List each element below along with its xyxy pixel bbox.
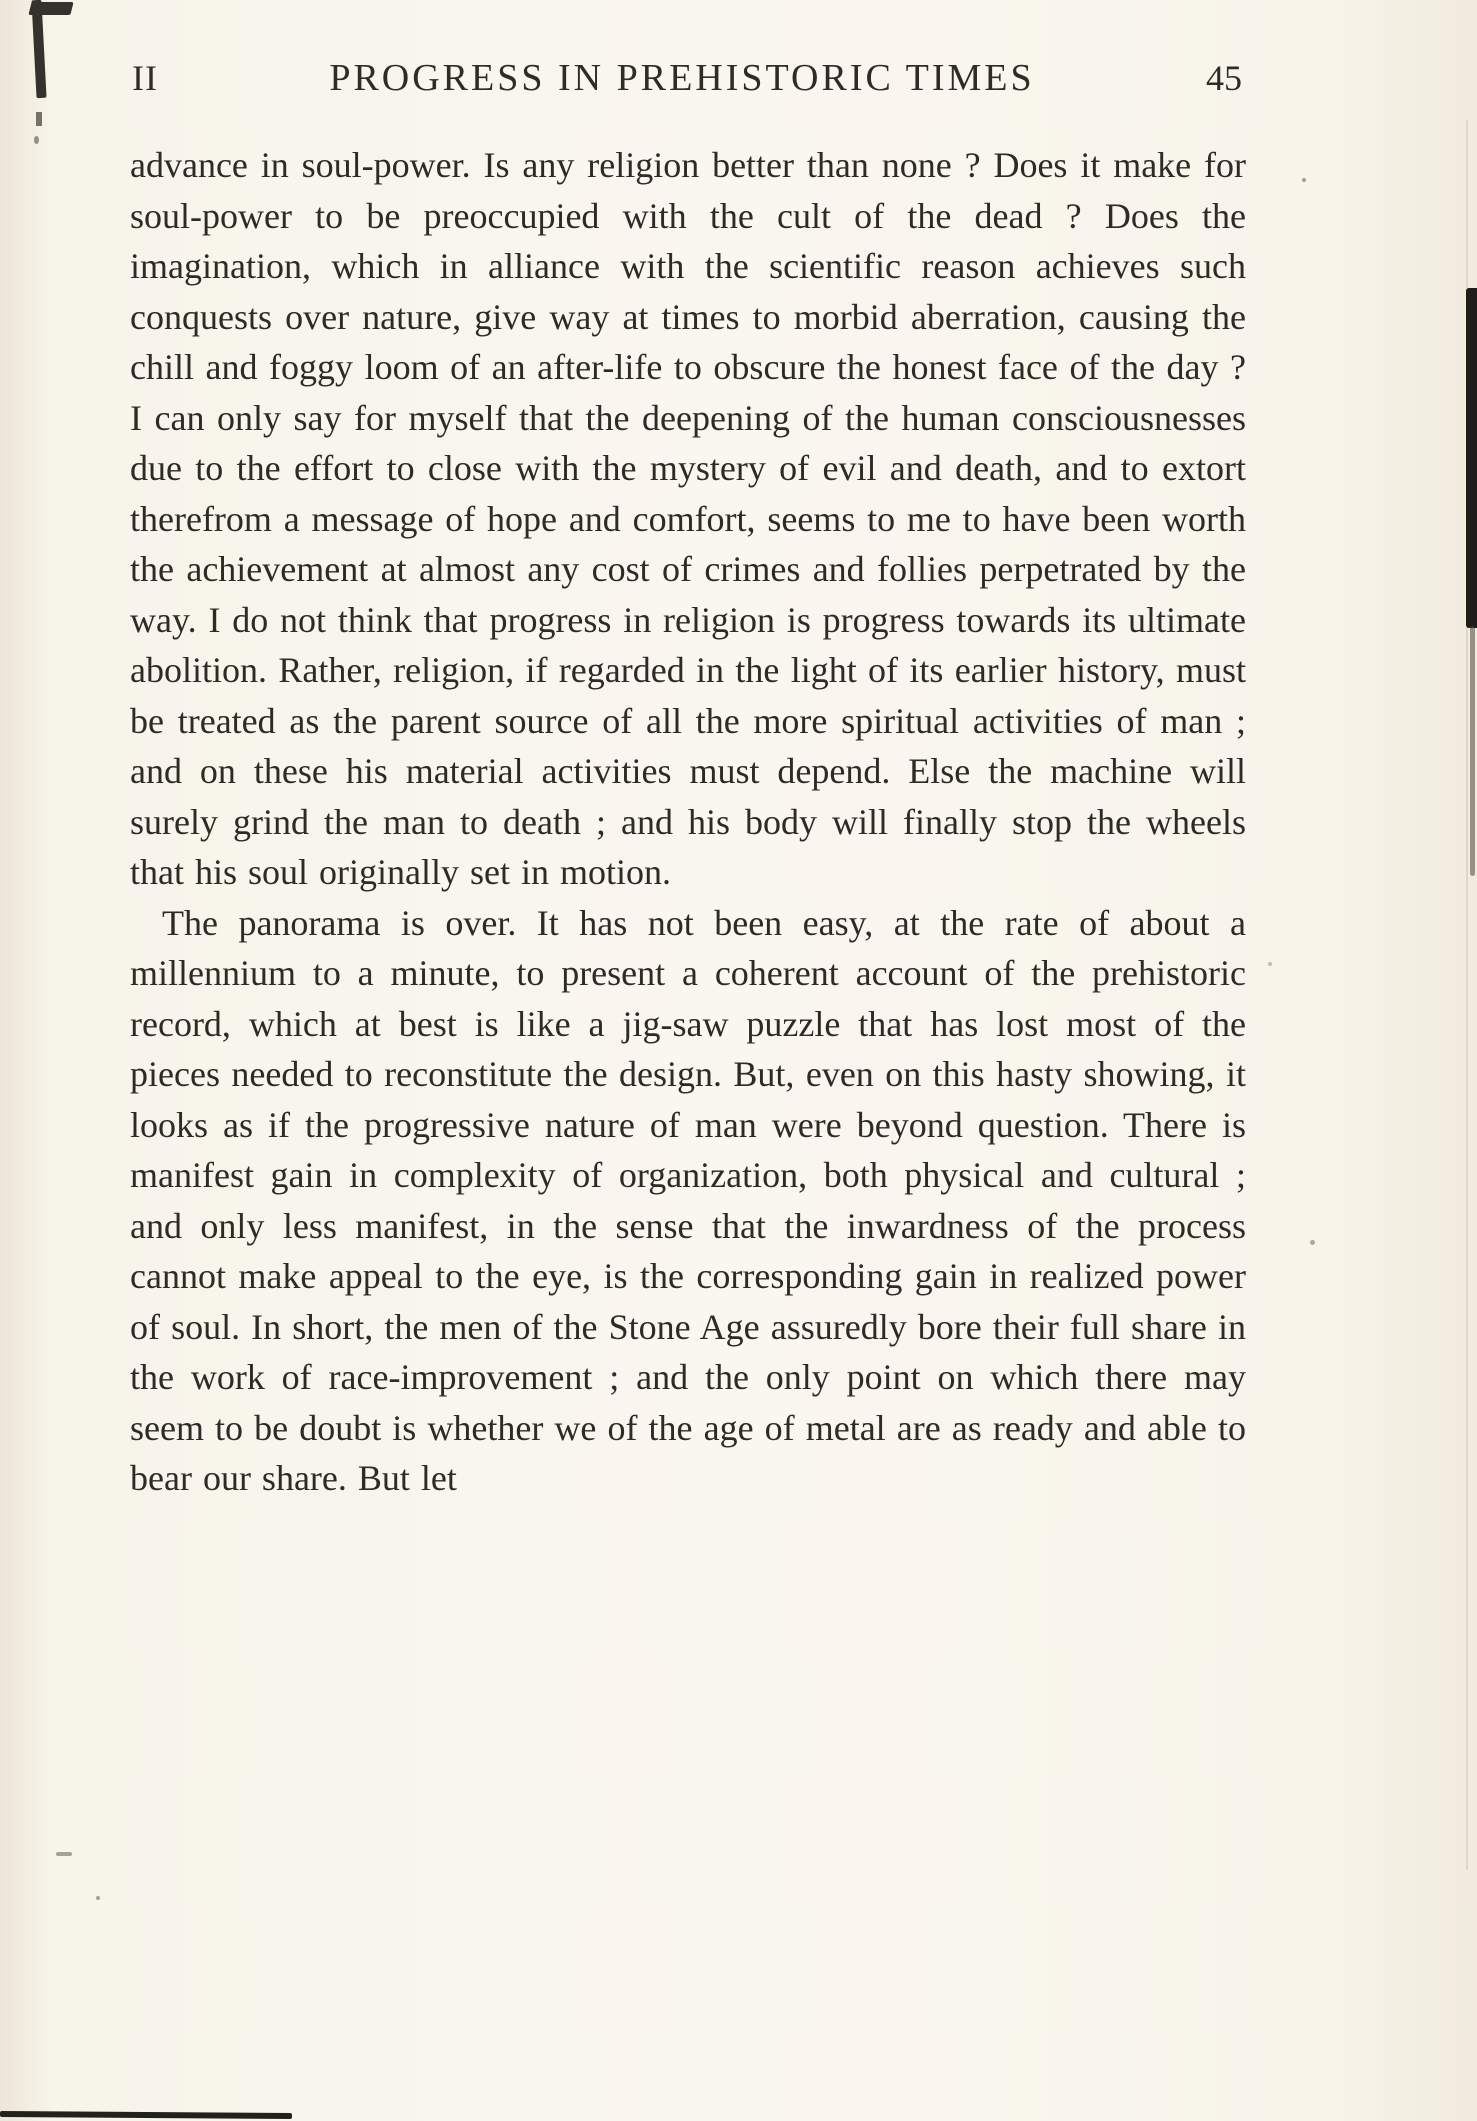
scan-artifact-page-edge <box>1466 120 1468 1870</box>
page-header <box>132 56 1242 100</box>
page-number: 45 <box>1206 58 1242 98</box>
paragraph-1: advance in soul-power. Is any religion better than none ? Does it make for soul-power to be preoccupied with the cult of the dead ? Does the imagination, which in alliance with the scientific reason achieves such conquests over nature, give way at times to morbid aberration, causing the chill and foggy loom of an after-life to obscure the honest face of the day ? I can only say for myself that the deepening of the human consciousnesses due to the effort to close with the mystery of evil and death, and to extort therefrom a message of hope and comfort, seems to me to have been worth the achievement at almost any cost of crimes and follies perpetrated by the way. I do not think that progress in religion is progress towards its ultimate abolition. Rather, religion, if regarded in the light of its earlier history, must be treated as the parent source of all the more spiritual activities of man ; and on these his material activities must depend. Else the machine will surely grind the man to death ; and his body will finally stop the wheels that his soul originally set in motion. <box>130 145 1246 892</box>
scan-speck <box>1302 178 1306 182</box>
scan-artifact-right-edge-bar <box>1466 288 1477 628</box>
scan-artifact-corner-stem <box>31 0 46 98</box>
scan-speck <box>1268 962 1272 966</box>
scan-artifact-bottom-line <box>0 2111 292 2119</box>
scan-artifact-corner-dot <box>34 136 39 144</box>
scan-artifact-right-edge-thin <box>1470 626 1475 876</box>
page-body <box>130 140 1246 1504</box>
scan-speck-dash <box>56 1852 72 1856</box>
scan-speck <box>1310 1240 1315 1245</box>
scan-artifact-corner-flag <box>28 2 73 15</box>
chapter-number: II <box>132 58 158 98</box>
scan-speck <box>96 1896 100 1900</box>
running-title: PROGRESS IN PREHISTORIC TIMES <box>329 57 1035 99</box>
paragraph-2: The panorama is over. It has not been easy, at the rate of about a millennium to a minute, to present a coherent account of the prehistoric record, which at best is like a jig-saw puzzle that has lost most of the pieces needed to reconstitute the design. But, even on this hasty showing, it looks as if the progressive nature of man were beyond question. There is manifest gain in complexity of organization, both physical and cultural ; and only less manifest, in the sense that the inwardness of the process cannot make appeal to the eye, is the corresponding gain in realized power of soul. In short, the men of the Stone Age assuredly bore their full share in the work of race-improvement ; and the only point on which there may seem to be doubt is whether we of the age of metal are as ready and able to bear our share. But let <box>130 902 1246 1498</box>
scan-artifact-corner-tick <box>36 112 42 126</box>
